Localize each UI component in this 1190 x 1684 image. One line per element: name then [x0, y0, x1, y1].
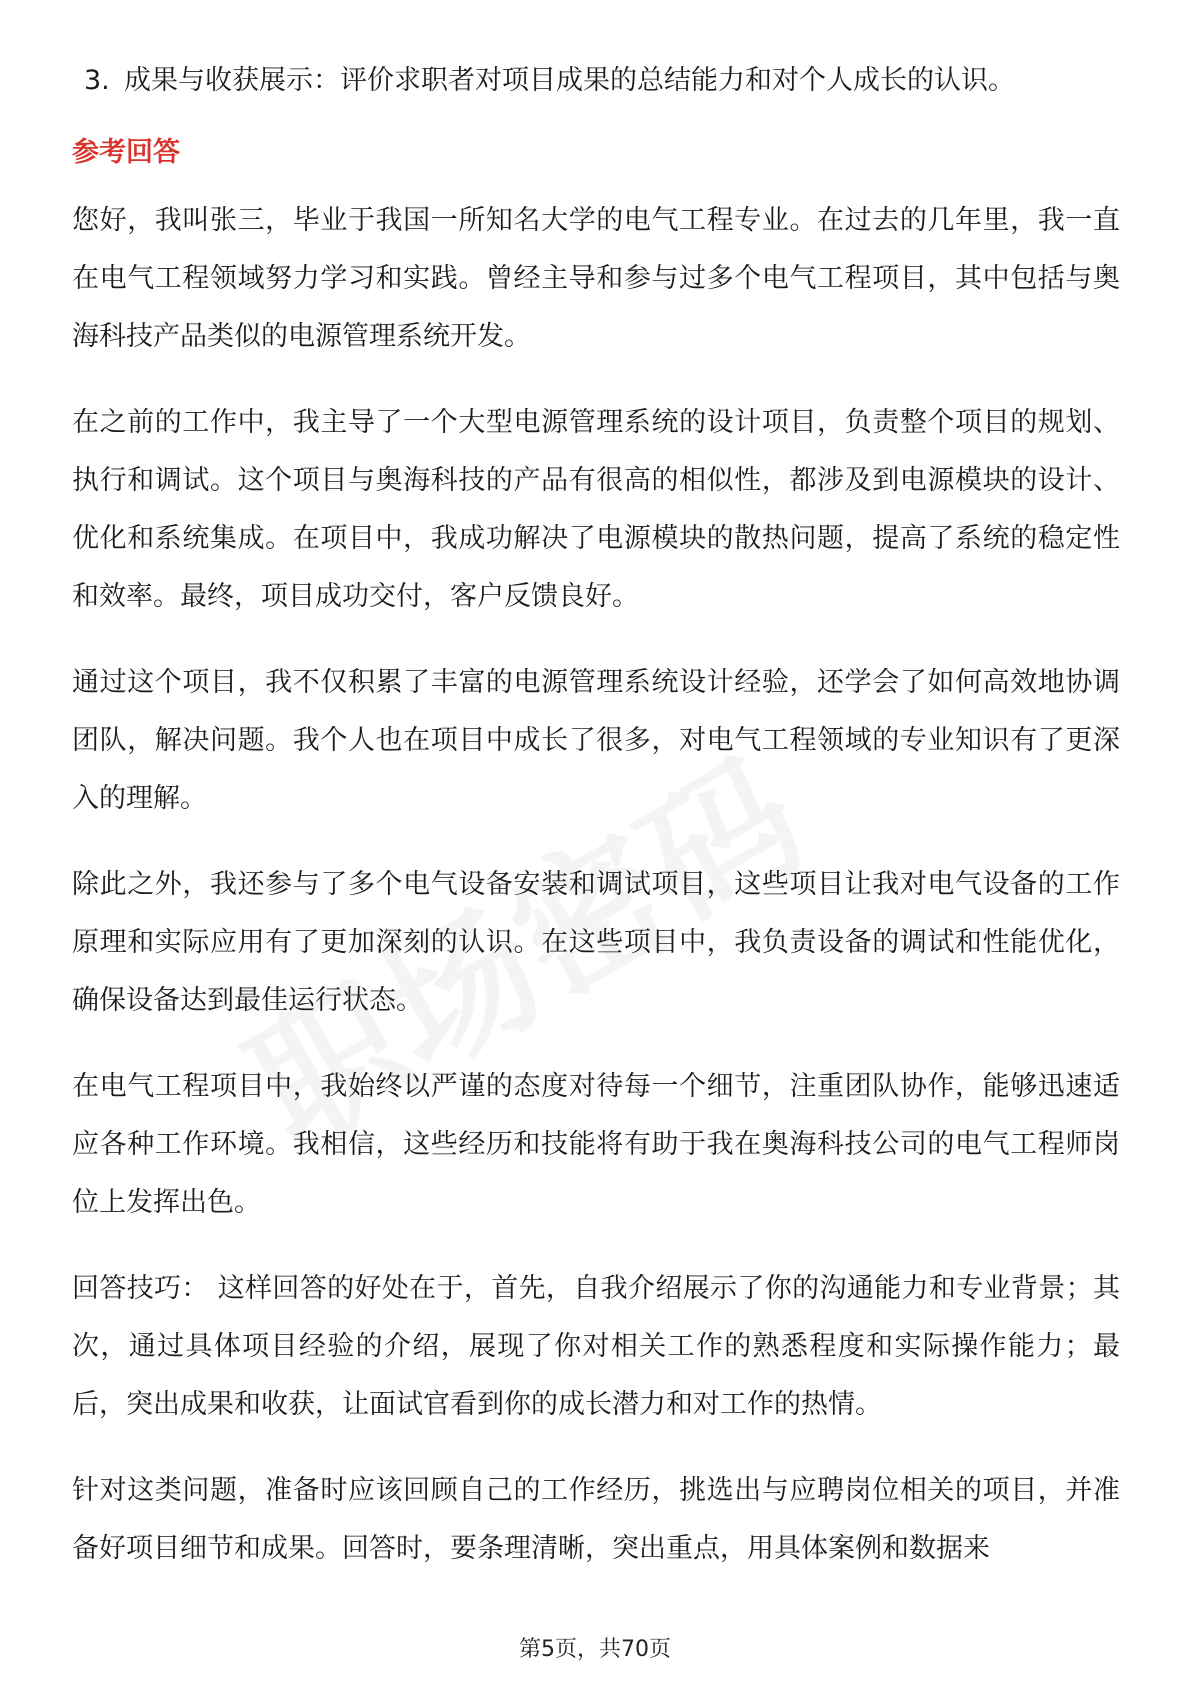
- list-item-text: 成果与收获展示：评价求职者对项目成果的总结能力和对个人成长的认识。: [124, 65, 1015, 96]
- paragraph-5: 在电气工程项目中，我始终以严谨的态度对待每一个细节，注重团队协作，能够迅速适应各种工作环境。我相信，这些经历和技能将有助于我在奥海科技公司的电气工程师岗位上发挥出色。: [72, 1071, 1120, 1218]
- paragraph-2: 在之前的工作中，我主导了一个大型电源管理系统的设计项目，负责整个项目的规划、执行和调试。这个项目与奥海科技的产品有很高的相似性，都涉及到电源模块的设计、优化和系统集成。在项目中，我成功解决了电源模块的散热问题，提高了系统的稳定性和效率。最终，项目成功交付，客户反馈良好。: [72, 407, 1120, 612]
- paragraph-1: 您好，我叫张三，毕业于我国一所知名大学的电气工程专业。在过去的几年里，我一直在电气工程领域努力学习和实践。曾经主导和参与过多个电气工程项目，其中包括与奥海科技产品类似的电源管理系统开发。: [72, 205, 1120, 352]
- paragraph-answer-tips: 回答技巧： 这样回答的好处在于，首先，自我介绍展示了你的沟通能力和专业背景；其次，通过具体项目经验的介绍，展现了你对相关工作的熟悉程度和实际操作能力；最后，突出成果和收获，让面试官看到你的成长潜力和对工作的热情。: [72, 1273, 1120, 1420]
- paragraph-preparation: 针对这类问题，准备时应该回顾自己的工作经历，挑选出与应聘岗位相关的项目，并准备好项目细节和成果。回答时，要条理清晰，突出重点，用具体案例和数据来: [72, 1475, 1120, 1564]
- paragraph-3: 通过这个项目，我不仅积累了丰富的电源管理系统设计经验，还学会了如何高效地协调团队，解决问题。我个人也在项目中成长了很多，对电气工程领域的专业知识有了更深入的理解。: [72, 667, 1120, 814]
- paragraph-4: 除此之外，我还参与了多个电气设备安装和调试项目，这些项目让我对电气设备的工作原理和实际应用有了更加深刻的认识。在这些项目中，我负责设备的调试和性能优化，确保设备达到最佳运行状态。: [72, 869, 1120, 1016]
- list-item: [72, 52, 1120, 110]
- list-item-number: 3.: [84, 65, 110, 96]
- section-title: 参考回答: [72, 137, 180, 168]
- document-content: [72, 52, 1120, 1606]
- page-number-footer: 第5页，共70页: [519, 1637, 671, 1662]
